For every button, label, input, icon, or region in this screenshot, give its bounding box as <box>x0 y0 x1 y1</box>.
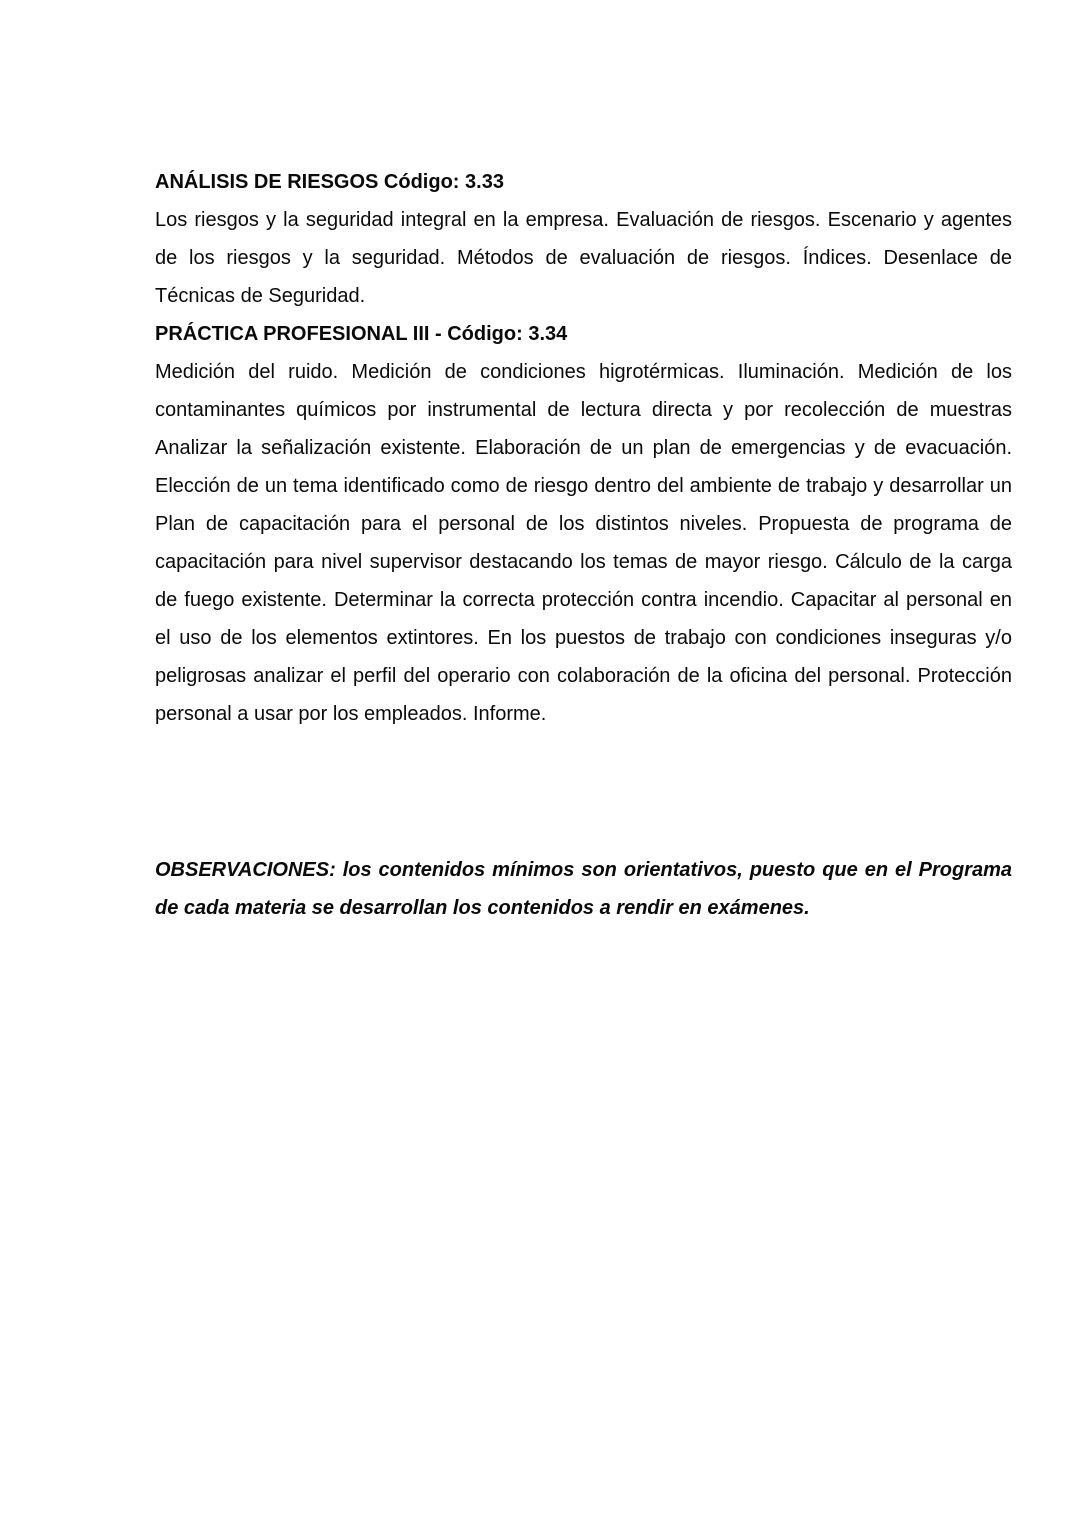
paragraph-analisis-riesgos: Los riesgos y la seguridad integral en la empresa. Evaluación de riesgos. Escenario y agentes de los riesgos y la seguridad. Métodos de evaluación de riesgos. Índices. Desenlace de Técnicas de Seguridad. <box>155 209 1012 307</box>
section-heading-practica-profesional: PRÁCTICA PROFESIONAL III - Código: 3.34 <box>155 323 568 345</box>
observations-note: OBSERVACIONES: los contenidos mínimos son orientativos, puesto que en el Programa de cada materia se desarrollan los contenidos a rendir en exámenes. <box>155 859 1012 919</box>
paragraph-practica-profesional: Medición del ruido. Medición de condiciones higrotérmicas. Iluminación. Medición de los contaminantes químicos por instrumental de lectura directa y por recolección de muestras Analizar la señalización existente. Elaboración de un plan de emergencias y de evacuación. Elección de un tema identificado como de riesgo dentro del ambiente de trabajo y desarrollar un Plan de capacitación para el personal de los distintos niveles. Propuesta de programa de capacitación para nivel supervisor destacando los temas de mayor riesgo. Cálculo de la carga de fuego existente. Determinar la correcta protección contra incendio. Capacitar al personal en el uso de los elementos extintores. En los puestos de trabajo con condiciones inseguras y/o peligrosas analizar el perfil del operario con colaboración de la oficina del personal. Protección personal a usar por los empleados. Informe. <box>155 361 1012 725</box>
section-heading-analisis-riesgos: ANÁLISIS DE RIESGOS Código: 3.33 <box>155 171 504 193</box>
